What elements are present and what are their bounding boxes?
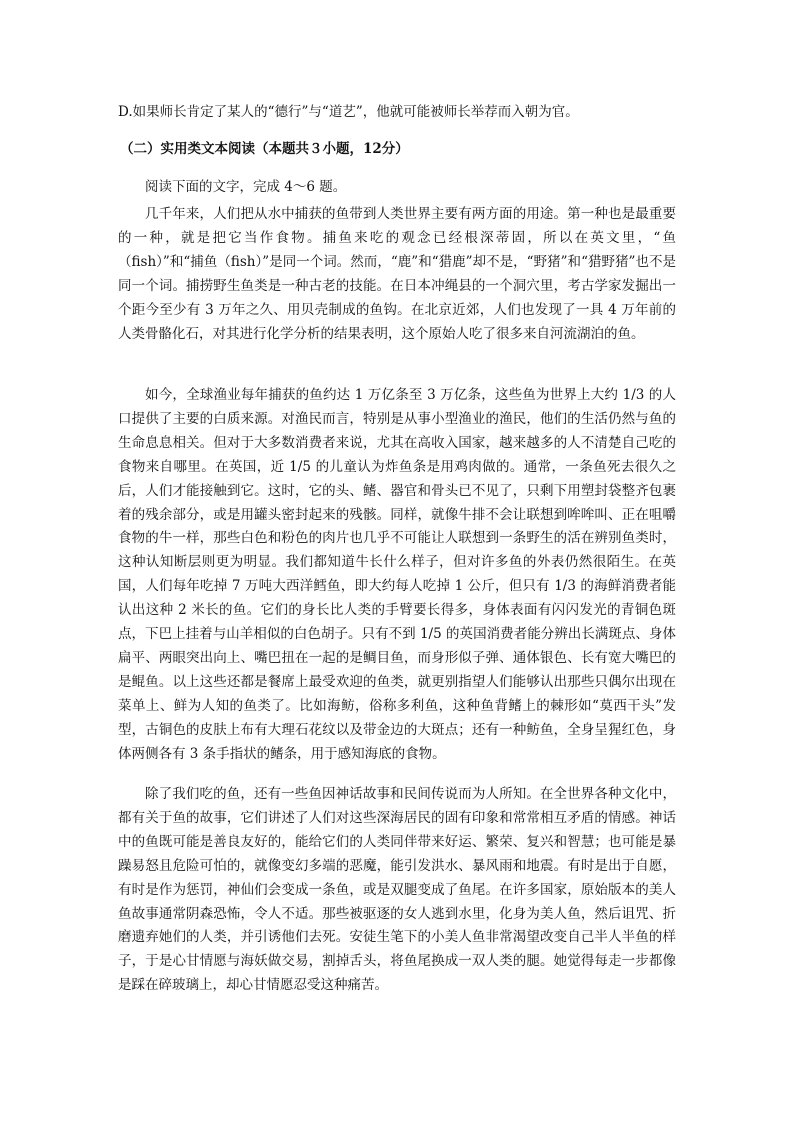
paragraph-3: 除了我们吃的鱼，还有一些鱼因神话故事和民间传说而为人所知。在全世界各种文化中，都有关于鱼的故事，它们讲述了人们对这些深海居民的固有印象和常常相互矛盾的情感。神话中的鱼既可能是善良友好的，能给它们的人类同伴带来好运、繁荣、复兴和智慧；也可能是暴躁易怒且危险可怕的，就像变幻多端的恶魔，能引发洪水、暴风雨和地震。有时是出于自愿，有时是作为惩罚，神仙们会变成一条鱼，或是双腿变成了鱼尾。在许多国家，原始版本的美人鱼故事通常阴森恐怖，令人不适。那些被驱逐的女人逃到水里，化身为美人鱼，然后诅咒、折磨遗弃她们的人类，并引诱他们去死。安徒生笔下的小美人鱼非常渴望改变自己半人半鱼的样子，于是心甘情愿与海妖做交易，割掉舌头，将鱼尾换成一双人类的腿。她觉得每走一步都像是踩在碎玻璃上，却心甘情愿忍受这种痛苦。	[118, 786, 676, 994]
paragraph-1: 几千年来，人们把从水中捕获的鱼带到人类世界主要有两方面的用途。第一种也是最重要的一种，就是把它当作食物。捕鱼来吃的观念已经根深蒂固，所以在英文里，“鱼（fish）”和“捕鱼（fish）”是同一个词。然而，“鹿”和“猎鹿”却不是，“野猪”和“猎野猪”也不是同一个词。捕捞野生鱼类是一种古老的技能。在日本冲绳县的一个洞穴里，考古学家发掘出一个距今至少有 3 万年之久、用贝壳制成的鱼钩。在北京近郊，人们也发现了一具 4 万年前的人类骨骼化石，对其进行化学分析的结果表明，这个原始人吃了很多来自河流湖泊的鱼。	[118, 206, 676, 342]
paragraph-2: 如今，全球渔业每年捕获的鱼约达 1 万亿条至 3 万亿条，这些鱼为世界上大约 1/3 的人口提供了主要的白质来源。对渔民而言，特别是从事小型渔业的渔民，他们的生活仍然与鱼的生命息息相关。但对于大多数消费者来说，尤其在高收入国家，越来越多的人不清楚自己吃的食物来自哪里。在英国，近 1/5 的儿童认为炸鱼条是用鸡肉做的。通常，一条鱼死去很久之后，人们才能接触到它。这时，它的头、鳍、器官和骨头已不见了，只剩下用塑封袋整齐包裹着的残余部分，或是用罐头密封起来的残骸。同样，就像牛排不会让联想到哞哞叫、正在咀嚼食物的牛一样，那些白色和粉色的肉片也几乎不可能让人联想到一条野生的活在辨别鱼类时，这种认知断层则更为明显。我们都知道牛长什么样子，但对许多鱼的外表仍然很陌生。在英国，人们每年吃掉 7 万吨大西洋鳕鱼，即大约每人吃掉 1 公斤，但只有 1/3 的海鲜消费者能认出这种 2 米长的鱼。它们的身长比人类的手臂要长得多，身体表面有闪闪发光的青铜色斑点，下巴上挂着与山羊相似的白色胡子。只有不到 1/5 的英国消费者能分辨出长满斑点、身体扁平、两眼突出向上、嘴巴扭在一起的是鲷目鱼，而身形似子弹、通体银色、长有宽大嘴巴的是鲲鱼。以上这些还都是餐席上最受欢迎的鱼类，就更别指望人们能够认出那些只偶尔出现在菜单上、鲜为人知的鱼类了。比如海鲂，俗称多利鱼，这种鱼背鳍上的棘形如“莫西干头”发型，古铜色的皮肤上布有大理石花纹以及带金边的大斑点；还有一种鲂鱼，全身呈猩红色，身体两侧各有 3 条手指状的鳍条，用于感知海底的食物。	[118, 387, 676, 762]
section-heading: （二）实用类文本阅读（本题共３小题，12分）	[120, 141, 409, 157]
option-d-text: D.如果师长肯定了某人的“德行”与“道艺”，他就可能被师长举荐而入朝为官。	[118, 104, 579, 120]
reading-instruction: 阅读下面的文字，完成 4～6 题。	[145, 179, 347, 195]
